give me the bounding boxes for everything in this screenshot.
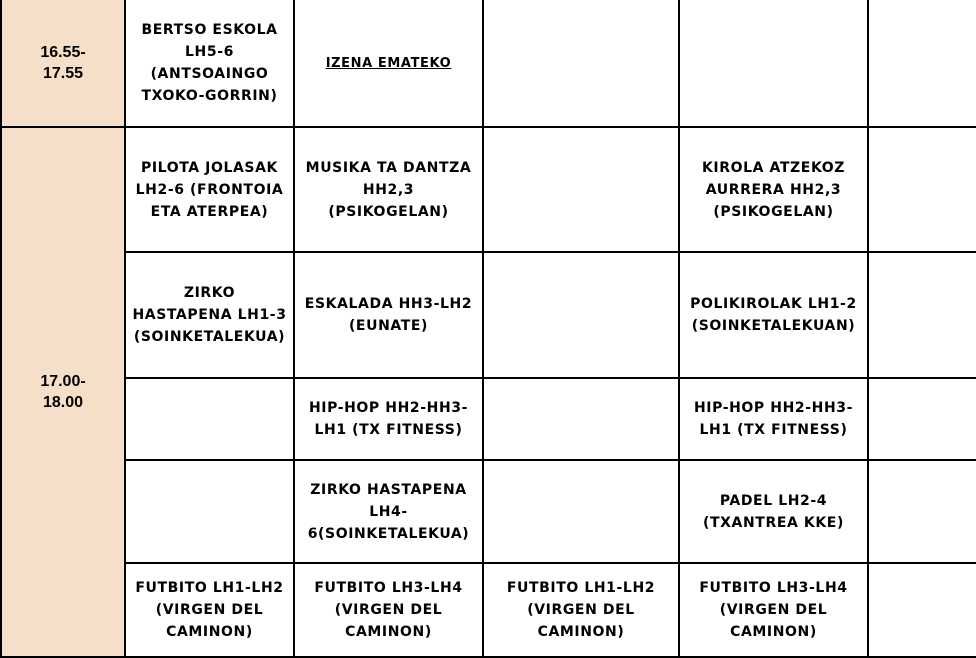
activity-cell: [483, 252, 679, 378]
activity-cell: [868, 0, 976, 127]
activity-cell: [868, 252, 976, 378]
table-row: [1, 127, 976, 252]
activity-cell: BERTSO ESKOLA LH5-6 (ANTSOAINGO TXOKO-GORRIN): [125, 0, 294, 127]
activity-cell: ZIRKO HASTAPENA LH4-6(SOINKETALEKUA): [294, 460, 483, 563]
activity-cell: [125, 460, 294, 563]
activity-cell: ESKALADA HH3-LH2 (EUNATE): [294, 252, 483, 378]
time-line: 17.00- 18.00: [40, 373, 86, 411]
activity-cell: FUTBITO LH3-LH4 (VIRGEN DEL CAMINON): [294, 563, 483, 657]
time-slot-cell: [1, 127, 125, 657]
activity-cell: [868, 460, 976, 563]
activity-cell: POLIKIROLAK LH1-2 (SOINKETALEKUAN): [679, 252, 868, 378]
activity-cell: [483, 460, 679, 563]
table-row: [1, 252, 976, 378]
activity-cell: FUTBITO LH3-LH4 (VIRGEN DEL CAMINON): [679, 563, 868, 657]
activity-cell: [483, 127, 679, 252]
activity-cell: [125, 378, 294, 460]
activity-cell: ZIRKO HASTAPENA LH1-3 (SOINKETALEKUA): [125, 252, 294, 378]
activity-cell: [679, 0, 868, 127]
activity-cell: [868, 378, 976, 460]
activity-cell: [868, 127, 976, 252]
activity-cell: [483, 0, 679, 127]
time-slot-cell: [1, 0, 125, 127]
activity-cell: [868, 563, 976, 657]
activity-cell: [483, 378, 679, 460]
table-row: [1, 378, 976, 460]
table-row: [1, 460, 976, 563]
activity-cell: KIROLA ATZEKOZ AURRERA HH2,3 (PSIKOGELAN): [679, 127, 868, 252]
activity-cell[interactable]: [294, 0, 483, 127]
activity-cell: HIP-HOP HH2-HH3-LH1 (TX FITNESS): [679, 378, 868, 460]
table-row: [1, 563, 976, 657]
izena-emateko-link[interactable]: IZENA EMATEKO: [325, 55, 452, 71]
activity-cell: FUTBITO LH1-LH2 (VIRGEN DEL CAMINON): [125, 563, 294, 657]
time-line: 16.55- 17.55: [40, 44, 86, 82]
table-row: [1, 0, 976, 127]
activity-cell: PADEL LH2-4 (TXANTREA KKE): [679, 460, 868, 563]
activity-cell: HIP-HOP HH2-HH3-LH1 (TX FITNESS): [294, 378, 483, 460]
activity-cell: FUTBITO LH1-LH2 (VIRGEN DEL CAMINON): [483, 563, 679, 657]
activity-cell: MUSIKA TA DANTZA HH2,3 (PSIKOGELAN): [294, 127, 483, 252]
activity-cell: PILOTA JOLASAK LH2-6 (FRONTOIA ETA ATERPEA): [125, 127, 294, 252]
